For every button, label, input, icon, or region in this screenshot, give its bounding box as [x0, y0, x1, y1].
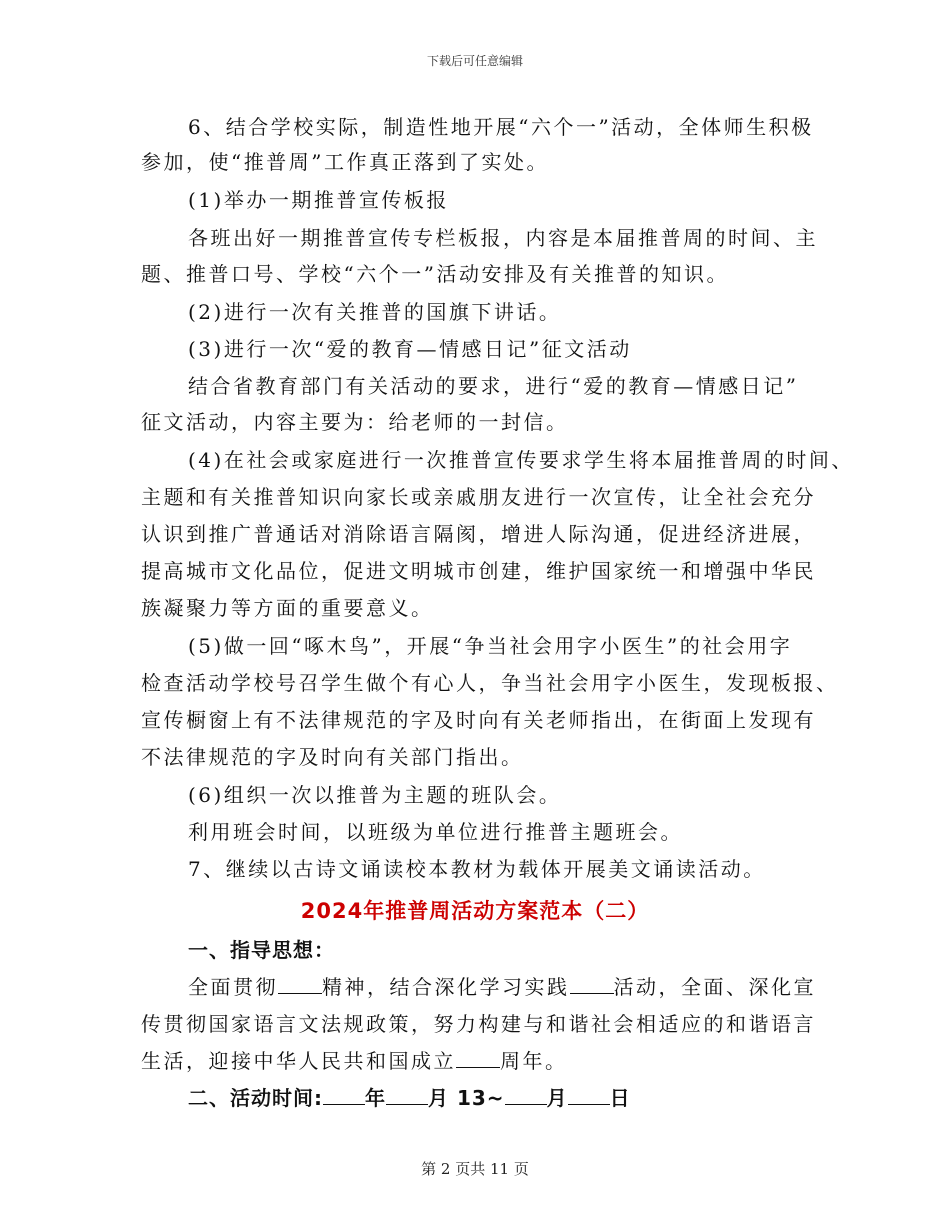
paragraph-line: 征文活动，内容主要为：给老师的一封信。 [141, 410, 569, 434]
text-run: 年 [365, 1086, 386, 1110]
paragraph-line: 主题和有关推普知识向家长或亲戚朋友进行一次宣传，让全社会充分 [141, 485, 816, 509]
blank-underline [568, 1084, 610, 1105]
paragraph-line: 利用班会时间，以班级为单位进行推普主题班会。 [188, 820, 683, 844]
text-run: 月 [546, 1086, 568, 1110]
list-item: (4)在社会或家庭进行一次推普宣传要求学生将本届推普周的时间、 [188, 448, 854, 472]
blank-underline [278, 973, 322, 994]
paragraph-line [188, 973, 816, 1001]
page-footer: 第 2 页共 11 页 [421, 1160, 529, 1178]
paragraph-line: 不法律规范的字及时向有关部门指出。 [141, 745, 524, 769]
text-run: 日 [609, 1086, 631, 1110]
list-item: (5)做一回“啄木鸟”，开展“争当社会用字小医生”的社会用字 [188, 634, 793, 658]
blank-underline [505, 1084, 547, 1105]
paragraph-line: 题、推普口号、学校“六个一”活动安排及有关推普的知识。 [141, 262, 729, 286]
list-item: (1)举办一期推普宣传板报 [188, 188, 449, 212]
text-run: 月 13~ [428, 1086, 505, 1110]
text-run: 周年。 [500, 1049, 568, 1073]
paragraph-line: 宣传橱窗上有不法律规范的字及时向有关老师指出，在街面上发现有 [141, 708, 816, 732]
section-title: 2024年推普周活动方案范本（二） [300, 899, 650, 923]
list-item: (6)组织一次以推普为主题的班队会。 [188, 783, 562, 807]
text-run: 活动，全面、深化宣 [613, 975, 816, 999]
section-heading [188, 1084, 631, 1112]
paragraph-line: 各班出好一期推普宣传专栏板报，内容是本届推普周的时间、主 [188, 226, 818, 250]
blank-underline [456, 1047, 500, 1068]
list-item: (3)进行一次“爱的教育—情感日记”征文活动 [188, 337, 632, 361]
paragraph-line: 族凝聚力等方面的重要意义。 [141, 596, 434, 620]
text-run: 精神，结合深化学习实践 [322, 975, 570, 999]
paragraph-line: 7、继续以古诗文诵读校本教材为载体开展美文诵读活动。 [188, 857, 766, 881]
paragraph-line: 传贯彻国家语言文法规政策，努力构建与和谐社会相适应的和谐语言 [141, 1012, 816, 1036]
text-run: 全面贯彻 [188, 975, 278, 999]
paragraph-line: 结合省教育部门有关活动的要求，进行“爱的教育—情感日记” [188, 374, 799, 398]
paragraph-line [141, 1047, 568, 1075]
paragraph-line: 提高城市文化品位，促进文明城市创建，维护国家统一和增强中华民 [141, 559, 816, 583]
section-heading: 一、指导思想： [188, 938, 335, 962]
text-run: 二、活动时间: [188, 1086, 323, 1110]
blank-underline [386, 1084, 428, 1105]
paragraph-line: 认识到推广普通话对消除语言隔阂，增进人际沟通，促进经济进展， [141, 522, 816, 546]
blank-underline [323, 1084, 365, 1105]
blank-underline [570, 973, 614, 994]
paragraph-line: 检查活动学校号召学生做个有心人，争当社会用字小医生，发现板报、 [141, 671, 839, 695]
paragraph-line: 参加，使“推普周”工作真正落到了实处。 [141, 150, 549, 174]
list-item: (2)进行一次有关推普的国旗下讲话。 [188, 300, 562, 324]
text-run: 生活，迎接中华人民共和国成立 [141, 1049, 456, 1073]
paragraph-line: 6、结合学校实际，制造性地开展“六个一”活动，全体师生积极 [188, 115, 814, 139]
page-header: 下载后可任意编辑 [426, 54, 523, 68]
